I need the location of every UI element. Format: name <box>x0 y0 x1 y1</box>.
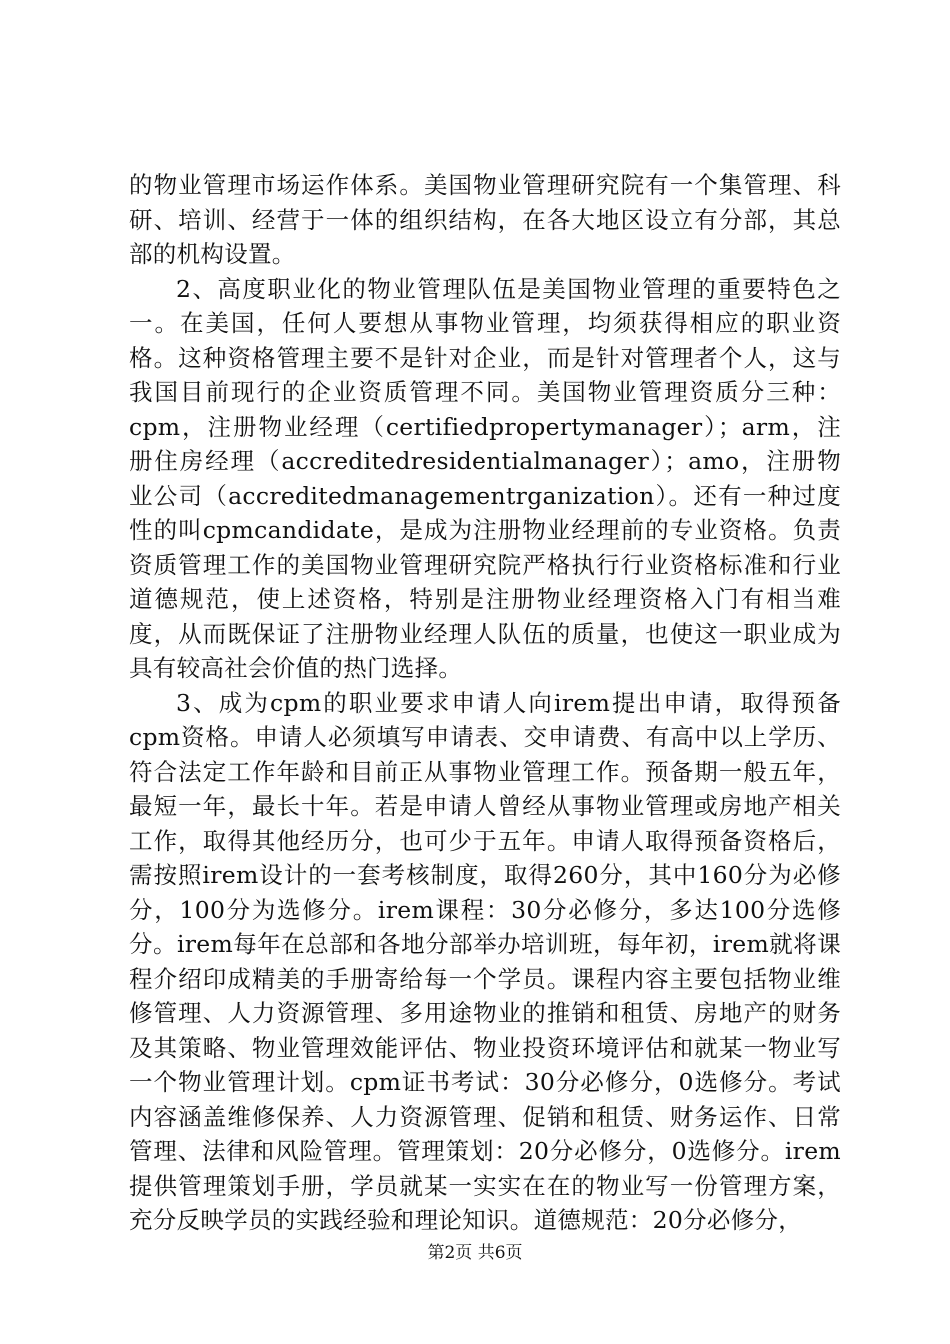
page-footer: 第2页 共6页 <box>427 1243 523 1263</box>
paragraph-2: 2、高度职业化的物业管理队伍是美国物业管理的重要特色之一。在美国，任何人要想从事物业管理，均须获得相应的职业资格。这种资格管理主要不是针对企业，而是针对管理者个人，这与我国目前现行的企业资质管理不同。美国物业管理资质分三种：cpm，注册物业经理（certifiedpropertymanager）；arm，注册住房经理（accreditedresidentialmanager）；amo，注册物业公司（accreditedmanagementrganization）。还有一种过度性的叫cpmcandidate，是成为注册物业经理前的专业资格。负责资质管理工作的美国物业管理研究院严格执行行业资格标准和行业道德规范，使上述资格，特别是注册物业经理资格入门有相当难度，从而既保证了注册物业经理人队伍的质量，也使这一职业成为具有较高社会价值的热门选择。 <box>129 274 841 682</box>
body-text <box>129 168 841 1238</box>
paragraph-3: 3、成为cpm的职业要求申请人向irem提出申请，取得预备cpm资格。申请人必须填写申请表、交申请费、有高中以上学历、符合法定工作年龄和目前正从事物业管理工作。预备期一般五年，最短一年，最长十年。若是申请人曾经从事物业管理或房地产相关工作，取得其他经历分，也可少于五年。申请人取得预备资格后，需按照irem设计的一套考核制度，取得260分，其中160分为必修分，100分为选修分。irem课程：30分必修分，多达100分选修分。irem每年在总部和各地分部举办培训班，每年初，irem就将课程介绍印成精美的手册寄给每一个学员。课程内容主要包括物业维修管理、人力资源管理、多用途物业的推销和租赁、房地产的财务及其策略、物业管理效能评估、物业投资环境评估和就某一物业写一个物业管理计划。cpm证书考试：30分必修分，0选修分。考试内容涵盖维修保养、人力资源管理、促销和租赁、财务运作、日常管理、法律和风险管理。管理策划：20分必修分，0选修分。irem提供管理策划手册，学员就某一实实在在的物业写一份管理方案，充分反映学员的实践经验和理论知识。道德规范：20分必修分， <box>129 688 841 1234</box>
paragraph-1: 的物业管理市场运作体系。美国物业管理研究院有一个集管理、科研、培训、经营于一体的组织结构，在各大地区设立有分部，其总部的机构设置。 <box>129 171 841 268</box>
